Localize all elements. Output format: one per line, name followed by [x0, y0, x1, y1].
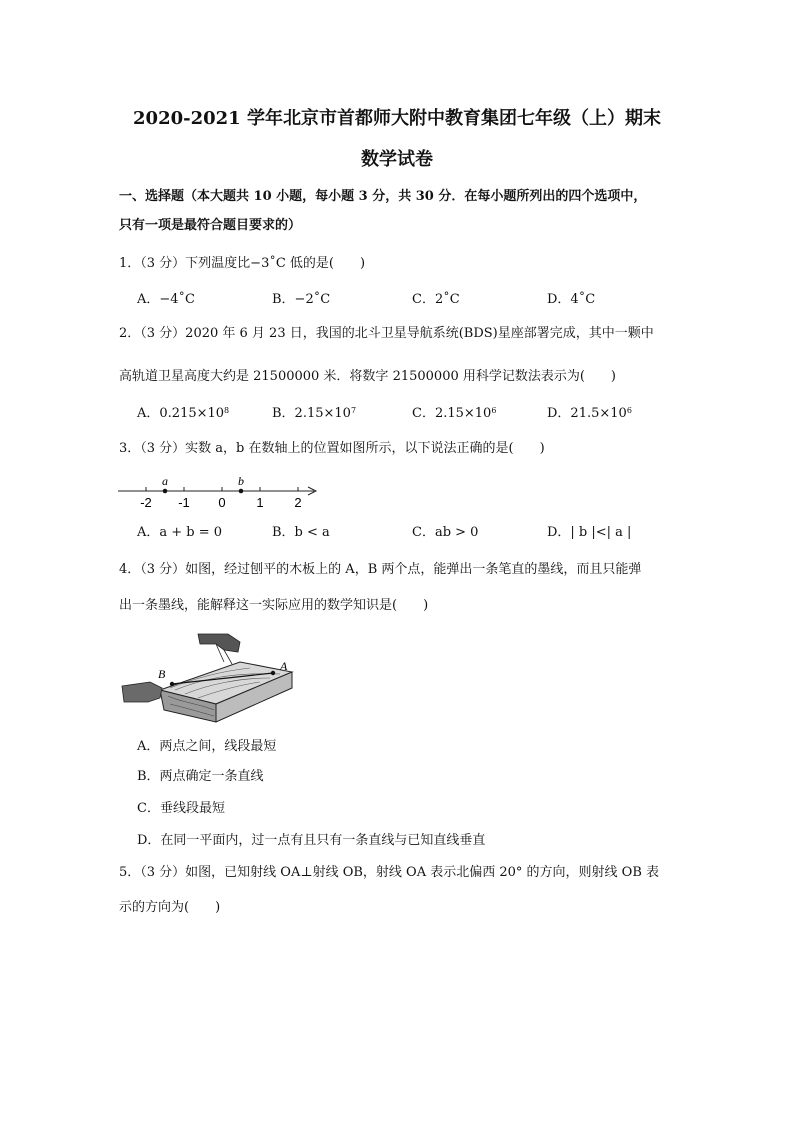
question-3-option-a: A．a + b = 0 [137, 525, 223, 540]
point-b-label: B [158, 667, 166, 681]
point-a-label: A [280, 659, 288, 673]
question-3-option-b: B．b < a [272, 525, 330, 540]
number-line-tick-label: 1 [256, 495, 264, 510]
question-3-option-d: D．| b |<| a | [547, 525, 632, 540]
point-b-dot [170, 682, 174, 686]
hand-top-icon [198, 634, 240, 652]
number-line-tick-label: -1 [178, 495, 190, 510]
question-1-option-b: B．−2˚C [272, 292, 331, 307]
question-2-stem-line1: 2．（3 分）2020 年 6 月 23 日，我国的北斗卫星导航系统(BDS)星座部署完成，其中一颗中 [119, 326, 654, 341]
number-line-point-a [163, 489, 168, 494]
wooden-board-figure [120, 632, 300, 727]
question-1-option-a: A．−4˚C [137, 292, 195, 307]
question-4-option-d: D．在同一平面内，过一点有且只有一条直线与已知直线垂直 [137, 833, 486, 848]
question-4-option-c: C．垂线段最短 [137, 801, 225, 816]
section-heading-line2: 只有一项是最符合题目要求的） [119, 218, 302, 233]
question-1-option-c: C．2˚C [412, 292, 460, 307]
question-4-stem-line2: 出一条墨线，能解释这一实际应用的数学知识是( ) [119, 598, 429, 613]
number-line-tick-label: 0 [218, 495, 226, 510]
page-title-line1: 2020-2021 学年北京市首都师大附中教育集团七年级（上）期末 [133, 108, 661, 129]
question-4-option-b: B．两点确定一条直线 [137, 769, 264, 784]
question-2-option-c: C．$2.15\times 10^6$ [412, 406, 497, 421]
number-line-figure [118, 470, 328, 510]
number-line-tick-label: -2 [140, 495, 152, 510]
hand-left-icon [122, 682, 162, 702]
question-1-stem: 1．（3 分）下列温度比−3˚C 低的是( ) [119, 256, 366, 271]
number-line-point-b [239, 489, 244, 494]
number-line-tick-label: 2 [294, 495, 302, 510]
question-5-stem-line2: 示的方向为( ) [119, 900, 221, 915]
question-4-stem-line1: 4．（3 分）如图，经过刨平的木板上的 A，B 两个点，能弹出一条笔直的墨线，而且只能弹 [119, 562, 642, 577]
question-2-stem-line2: 高轨道卫星高度大约是 21500000 米．将数字 21500000 用科学记数法表示为( ) [119, 369, 617, 384]
question-3-stem: 3．（3 分）实数 a，b 在数轴上的位置如图所示，以下说法正确的是( ) [119, 441, 545, 456]
section-heading-line1: 一、选择题（本大题共 10 小题，每小题 3 分，共 30 分．在每小题所列出的四个选项中， [119, 189, 647, 204]
number-line-point-label: a [162, 474, 168, 488]
question-3-option-c: C．ab > 0 [412, 525, 479, 540]
question-4-option-a: A．两点之间，线段最短 [137, 739, 277, 754]
question-2-option-b: B．$2.15\times 10^7$ [272, 406, 357, 421]
number-line-point-label: b [238, 474, 244, 488]
question-1-option-d: D．4˚C [547, 292, 596, 307]
question-5-stem-line1: 5．（3 分）如图，已知射线 OA⊥射线 OB，射线 OA 表示北偏西 20° 的方向，则射线 OB 表 [119, 865, 660, 880]
page-title-line2: 数学试卷 [361, 149, 433, 170]
question-2-option-a: A．$0.215\times 10^8$ [137, 406, 230, 421]
question-2-option-d: D．$21.5\times 10^6$ [547, 406, 632, 421]
point-a-dot [271, 671, 275, 675]
